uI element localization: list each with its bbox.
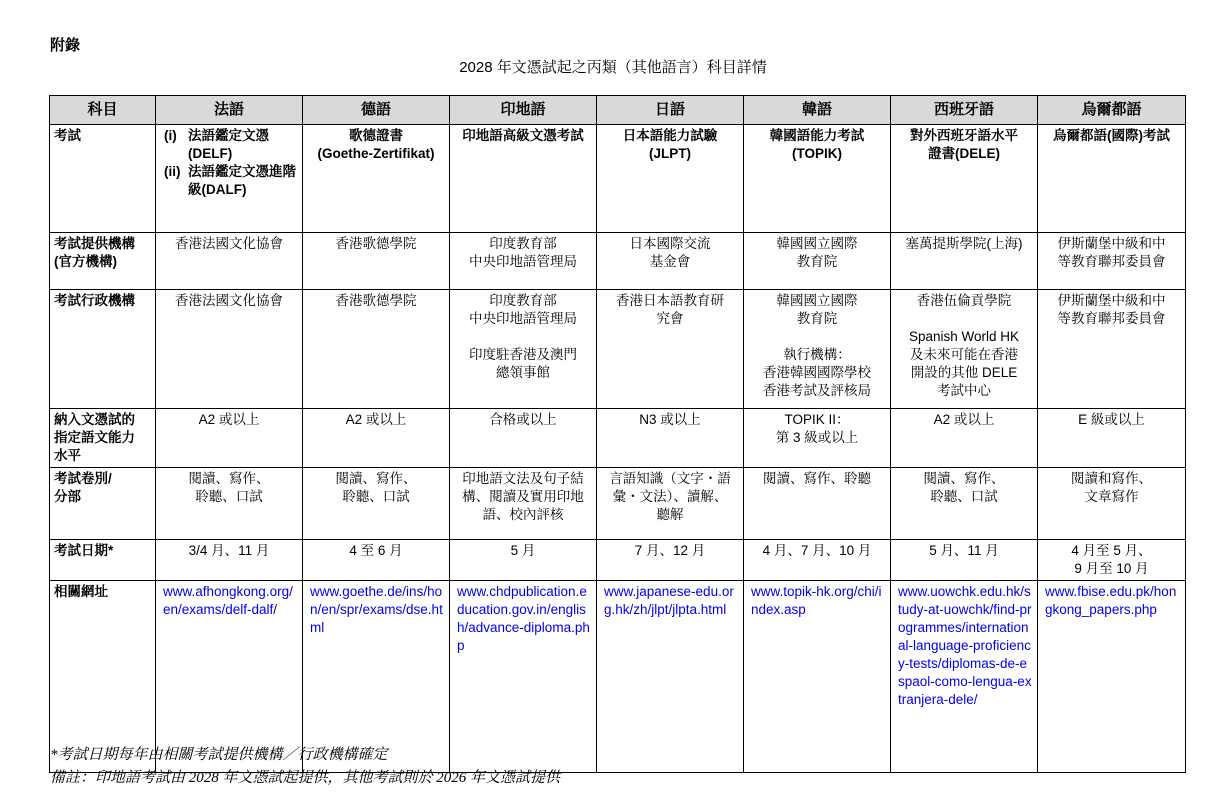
link-urdu[interactable]: www.fbise.edu.pk/hongkong_papers.php <box>1038 581 1186 773</box>
cell-admin-spanish: 香港伍倫貢學院 Spanish World HK 及未來可能在香港 開設的其他 DELE 考試中心 <box>891 290 1038 409</box>
row-label-papers: 考試卷別/ 分部 <box>50 468 156 540</box>
link-spanish[interactable]: www.uowchk.edu.hk/study-at-uowchk/find-programmes/international-language-proficiency-tests/diplomas-de-espaol-como-lengua-extranjera-dele/ <box>891 581 1038 773</box>
table-header-row <box>50 96 1186 125</box>
cell-papers-german: 閱讀、寫作、 聆聽、口試 <box>303 468 450 540</box>
cell-exam-urdu: 烏爾都語(國際)考試 <box>1038 125 1186 233</box>
table-row-dates <box>50 540 1186 581</box>
cell-dates-japanese: 7 月、12 月 <box>597 540 744 581</box>
cell-exam-german: 歌德證書 (Goethe-Zertifikat) <box>303 125 450 233</box>
cell-provider-urdu: 伊斯蘭堡中級和中 等教育聯邦委員會 <box>1038 233 1186 290</box>
header-korean: 韓語 <box>744 96 891 125</box>
cell-provider-spanish: 塞萬提斯學院(上海) <box>891 233 1038 290</box>
cell-dates-urdu: 4 月至 5 月、 9 月至 10 月 <box>1038 540 1186 581</box>
cell-provider-hindi: 印度教育部 中央印地語管理局 <box>450 233 597 290</box>
subjects-table <box>49 95 1186 773</box>
cell-dates-french: 3/4 月、11 月 <box>156 540 303 581</box>
header-japanese: 日語 <box>597 96 744 125</box>
cell-level-korean: TOPIK II： 第 3 級或以上 <box>744 409 891 468</box>
cell-level-german: A2 或以上 <box>303 409 450 468</box>
row-label-dates: 考試日期* <box>50 540 156 581</box>
cell-level-hindi: 合格或以上 <box>450 409 597 468</box>
cell-admin-japanese: 香港日本語教育研 究會 <box>597 290 744 409</box>
cell-papers-french: 閱讀、寫作、 聆聽、口試 <box>156 468 303 540</box>
cell-papers-urdu: 閱讀和寫作、 文章寫作 <box>1038 468 1186 540</box>
page-title: 2028 年文憑試起之丙類（其他語言）科目詳情 <box>459 59 767 76</box>
link-french[interactable]: www.afhongkong.org/en/exams/delf-dalf/ <box>156 581 303 773</box>
cell-dates-spanish: 5 月、11 月 <box>891 540 1038 581</box>
cell-level-spanish: A2 或以上 <box>891 409 1038 468</box>
cell-exam-spanish: 對外西班牙語水平 證書(DELE) <box>891 125 1038 233</box>
table-row-provider <box>50 233 1186 290</box>
header-german: 德語 <box>303 96 450 125</box>
cell-papers-korean: 閱讀、寫作、聆聽 <box>744 468 891 540</box>
table-row-admin <box>50 290 1186 409</box>
cell-papers-japanese: 言語知識（文字・語 彙・文法）、讀解、 聽解 <box>597 468 744 540</box>
row-label-level: 納入文憑試的 指定語文能力 水平 <box>50 409 156 468</box>
cell-dates-german: 4 至 6 月 <box>303 540 450 581</box>
cell-exam-french: (i) 法語鑑定文憑 (DELF) (ii) 法語鑑定文憑進階級(DALF) <box>156 125 303 233</box>
cell-admin-german: 香港歌德學院 <box>303 290 450 409</box>
table-row-exam <box>50 125 1186 233</box>
cell-exam-hindi: 印地語高級文憑考試 <box>450 125 597 233</box>
cell-level-urdu: E 級或以上 <box>1038 409 1186 468</box>
footnote-remark: 備註：印地語考試由 2028 年文憑試起提供，其他考試則於 2026 年文憑試提供 <box>50 770 561 786</box>
row-label-exam: 考試 <box>50 125 156 233</box>
header-urdu: 烏爾都語 <box>1038 96 1186 125</box>
cell-provider-french: 香港法國文化協會 <box>156 233 303 290</box>
table-row-level <box>50 409 1186 468</box>
row-label-provider: 考試提供機構 (官方機構) <box>50 233 156 290</box>
header-spanish: 西班牙語 <box>891 96 1038 125</box>
appendix-label: 附錄 <box>50 37 81 54</box>
header-hindi: 印地語 <box>450 96 597 125</box>
cell-admin-french: 香港法國文化協會 <box>156 290 303 409</box>
cell-exam-korean: 韓國語能力考試 (TOPIK) <box>744 125 891 233</box>
cell-level-french: A2 或以上 <box>156 409 303 468</box>
cell-admin-hindi: 印度教育部 中央印地語管理局 印度駐香港及澳門 總領事館 <box>450 290 597 409</box>
row-label-admin: 考試行政機構 <box>50 290 156 409</box>
cell-papers-spanish: 閱讀、寫作、 聆聽、口試 <box>891 468 1038 540</box>
cell-exam-japanese: 日本語能力試驗 (JLPT) <box>597 125 744 233</box>
link-hindi[interactable]: www.chdpublication.education.gov.in/english/advance-diploma.php <box>450 581 597 773</box>
cell-admin-urdu: 伊斯蘭堡中級和中 等教育聯邦委員會 <box>1038 290 1186 409</box>
cell-level-japanese: N3 或以上 <box>597 409 744 468</box>
cell-papers-hindi: 印地語文法及句子結 構、閱讀及實用印地 語、校內評核 <box>450 468 597 540</box>
link-korean[interactable]: www.topik-hk.org/chi/index.asp <box>744 581 891 773</box>
link-japanese[interactable]: www.japanese-edu.org.hk/zh/jlpt/jlpta.html <box>597 581 744 773</box>
cell-provider-japanese: 日本國際交流 基金會 <box>597 233 744 290</box>
cell-provider-german: 香港歌德學院 <box>303 233 450 290</box>
cell-dates-hindi: 5 月 <box>450 540 597 581</box>
header-subject: 科目 <box>50 96 156 125</box>
footnote-dates: *考試日期每年由相關考試提供機構／行政機構確定 <box>50 747 388 763</box>
header-french: 法語 <box>156 96 303 125</box>
row-label-website: 相關網址 <box>50 581 156 773</box>
table-row-papers <box>50 468 1186 540</box>
link-german[interactable]: www.goethe.de/ins/hon/en/spr/exams/dse.html <box>303 581 450 773</box>
cell-admin-korean: 韓國國立國際 教育院 執行機構： 香港韓國國際學校 香港考試及評核局 <box>744 290 891 409</box>
cell-provider-korean: 韓國國立國際 教育院 <box>744 233 891 290</box>
cell-dates-korean: 4 月、7 月、10 月 <box>744 540 891 581</box>
